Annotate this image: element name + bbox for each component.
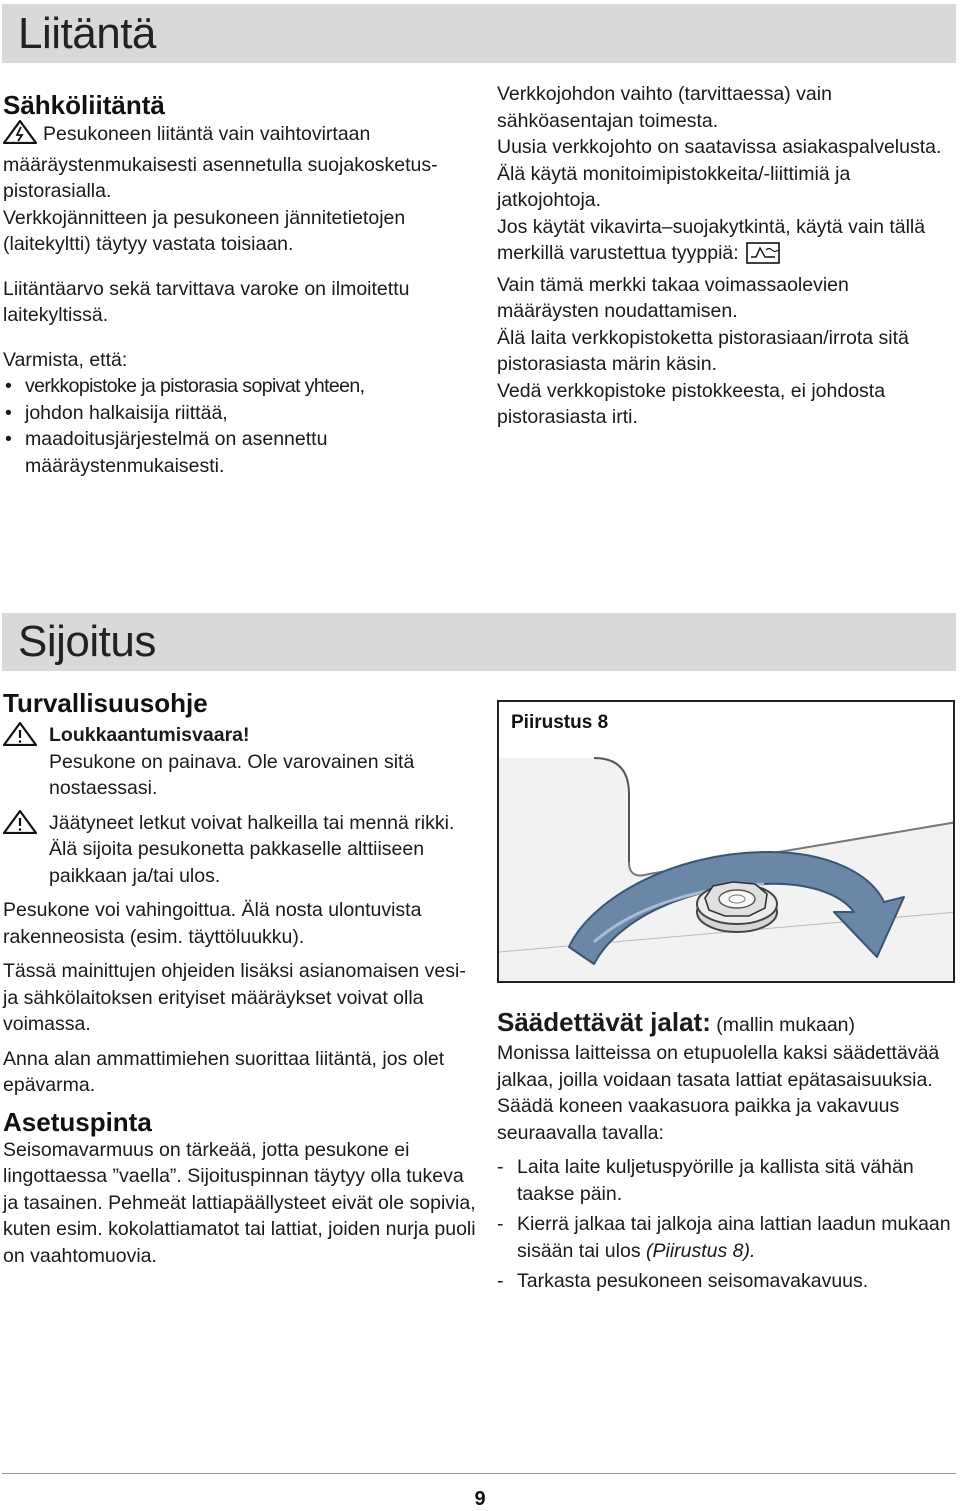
paragraph: Vedä verkkopistoke pistokkeesta, ei johdosta pistorasiasta irti.: [497, 379, 886, 428]
paragraph: Vain tämä merkki takaa voimassaolevien määräysten noudattamisen.: [497, 273, 849, 322]
electric-warning-paragraph: [3, 120, 473, 205]
figure-reference: (Piirustus 8).: [646, 1239, 756, 1262]
voltage-note: Verkkojännitteen ja pesukoneen jännitetietojen (laitekyltti) täytyy vastata toisiaan.: [3, 206, 406, 255]
injury-warning: [3, 722, 483, 802]
heading-suffix: (mallin mukaan): [716, 1014, 856, 1036]
rcd-symbol-icon: [746, 242, 780, 272]
warning-triangle-icon: [3, 722, 37, 754]
electrical-connection-right-column: [497, 81, 952, 431]
paragraph: Anna alan ammattimiehen suorittaa liitäntä, jos olet epävarma.: [3, 1047, 445, 1096]
electric-warning-icon: [3, 120, 37, 152]
rating-note: Liitäntäarvo sekä tarvittava varoke on ilmoitettu laitekyltissä.: [3, 277, 410, 326]
figure-adjustable-foot: [497, 700, 955, 983]
step-text: Kierrä jalkaa tai jalkoja aina lattian laadun mukaan sisään tai ulos: [517, 1213, 951, 1262]
placement-left-column: [3, 688, 483, 1269]
injury-warning-text: Pesukone on painava. Ole varovainen sitä nostaessasi.: [49, 750, 415, 799]
section-title: Liitäntä: [18, 9, 156, 58]
placement-right-column: [497, 1007, 952, 1299]
section-banner-liitanta: [2, 4, 956, 63]
paragraph: Tässä mainittujen ohjeiden lisäksi asianomaisen vesi- ja sähkölaitoksen erityiset määräykset voivat olla voimassa.: [3, 960, 466, 1035]
page-number: 9: [474, 1488, 486, 1510]
heading-saadettavat-jalat: Säädettävät jalat:: [497, 1007, 711, 1037]
frost-warning-text: Jäätyneet letkut voivat halkeilla tai mennä rikki. Älä sijoita pesukonetta pakkaselle alttiiseen paikkaan ja/tai ulos.: [49, 811, 455, 887]
paragraph: Seisomavarmuus on tärkeää, jotta pesukone ei lingottaessa ”vaella”. Sijoituspinnan täytyy olla tukeva ja tasainen. Pehmeät lattiapäällysteet eivät ole sopivia, kuten esim. kokolattiamatot tai lattiat, joiden nurja puoli on vaahtomuovia.: [3, 1138, 476, 1267]
adjustable-foot-illustration: [499, 702, 955, 983]
heading-turvallisuusohje: Turvallisuusohje: [3, 688, 208, 718]
adjust-steps-list: [497, 1154, 952, 1295]
adjustable-feet-heading: [497, 1007, 952, 1040]
rcd-text: Jos käytät vikavirta–suojakytkintä, käytä vain tällä merkillä varustettua tyyppiä:: [497, 215, 926, 264]
heading-sahkoliitanta: Sähköliitäntä: [3, 90, 165, 120]
list-item: - Tarkasta pesukoneen seisomavakavuus.: [497, 1268, 952, 1295]
paragraph: Älä laita verkkopistoketta pistorasiaan/irrota sitä pistorasiasta märin käsin.: [497, 326, 909, 375]
list-item: [497, 1211, 952, 1264]
electrical-connection-left-column: [3, 90, 473, 479]
paragraph: Pesukone voi vahingoittua. Älä nosta ulontuvista rakenneosista (esim. täyttöluukku).: [3, 899, 422, 948]
paragraph: Älä käytä monitoimipistokkeita/-liittimiä ja jatkojohtoja.: [497, 162, 851, 211]
list-item: • maadoitusjärjestelmä on asennettu määräystenmukaisesti.: [3, 426, 473, 479]
electric-warning-text: Pesukoneen liitäntä vain vaihtovirtaan määräystenmukaisesti asennetulla suojakosketus-pistorasialla.: [3, 123, 438, 202]
rcd-paragraph: [497, 214, 952, 272]
check-intro: Varmista, että:: [3, 348, 128, 371]
heading-asetuspinta: Asetuspinta: [3, 1106, 152, 1137]
figure-label: Piirustus 8: [511, 712, 609, 733]
section-title: Sijoitus: [18, 617, 156, 666]
footer-divider: [2, 1473, 956, 1474]
paragraph: Verkkojohdon vaihto (tarvittaessa) vain sähköasentajan toimesta.: [497, 83, 832, 132]
check-list: [3, 373, 473, 479]
list-item: - Laita laite kuljetuspyörille ja kallista sitä vähän taakse päin.: [497, 1154, 952, 1207]
paragraph: Monissa laitteissa on etupuolella kaksi säädettävää jalkaa, joilla voidaan tasata lattiat epätasaisuuksia. Säädä koneen vaakasuora paikka ja vakavuus seuraavalla tavalla:: [497, 1042, 940, 1144]
frost-warning: [3, 810, 483, 890]
list-item: • verkkopistoke ja pistorasia sopivat yhteen,: [3, 373, 473, 400]
section-banner-sijoitus: [2, 613, 956, 671]
paragraph: Uusia verkkojohto on saatavissa asiakaspalvelusta.: [497, 136, 942, 158]
list-item: • johdon halkaisija riittää,: [3, 400, 473, 427]
injury-warning-title: Loukkaantumisvaara!: [49, 724, 250, 746]
warning-triangle-icon: [3, 810, 37, 842]
